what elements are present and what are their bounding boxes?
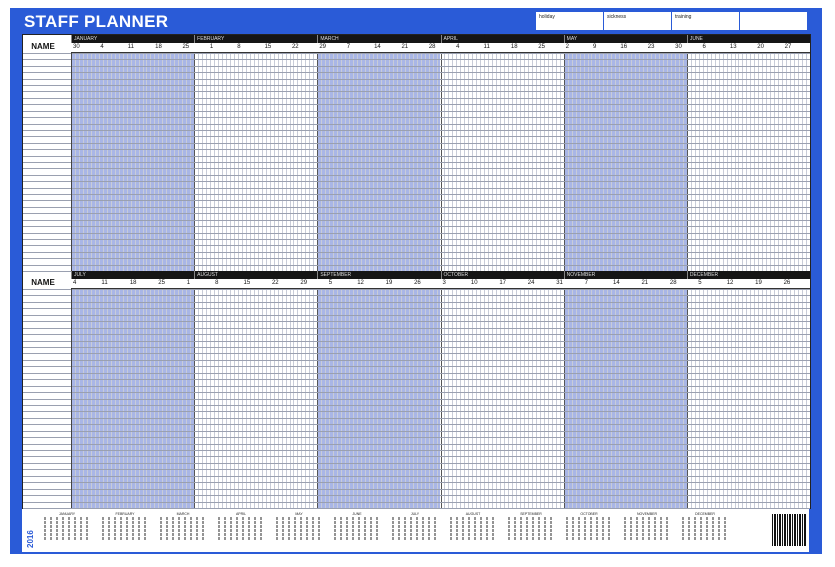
mini-calendar-row — [44, 537, 90, 540]
mini-calendar-row — [450, 537, 496, 540]
staff-row-line — [23, 233, 810, 234]
staff-row-line — [23, 220, 810, 221]
staff-row-line — [23, 405, 810, 406]
mini-calendar-row — [508, 525, 554, 528]
month-label: NOVEMBER — [564, 271, 596, 279]
mini-calendar — [680, 512, 730, 546]
week-start-date: 7 — [584, 280, 588, 286]
week-start-date: 11 — [127, 44, 134, 50]
staff-row-line — [23, 437, 810, 438]
week-start-date: 20 — [757, 44, 764, 50]
week-start-date: 23 — [647, 44, 655, 50]
staff-row-line — [23, 450, 810, 451]
mini-calendar-row — [334, 537, 380, 540]
mini-calendar-row — [566, 517, 612, 520]
staff-row-line — [23, 302, 810, 303]
mini-calendar-row — [682, 521, 728, 524]
mini-calendar-row — [508, 533, 554, 536]
mini-calendar-row — [624, 533, 670, 536]
mini-calendar — [42, 512, 92, 546]
staff-row-line — [23, 308, 810, 309]
week-start-date: 13 — [729, 44, 737, 50]
mini-calendar-row — [102, 537, 148, 540]
staff-grid — [23, 53, 810, 271]
staff-row-line — [23, 226, 810, 227]
staff-row-line — [23, 162, 810, 163]
year-text: 2016 — [26, 530, 35, 548]
mini-calendar-row — [566, 537, 612, 540]
mini-calendar-row — [682, 533, 728, 536]
week-start-date: 4 — [100, 44, 104, 50]
mini-calendar-month: MARCH — [176, 512, 190, 516]
staff-row-line — [23, 149, 810, 150]
month-label: APRIL — [441, 35, 458, 43]
week-start-date: 12 — [726, 280, 734, 286]
second-half-year — [23, 271, 810, 508]
week-start-date: 3 — [442, 280, 446, 286]
week-start-date: 2 — [565, 44, 569, 50]
mini-calendar-row — [624, 537, 670, 540]
mini-calendar-row — [450, 521, 496, 524]
mini-calendar-row — [218, 529, 264, 532]
year-label — [26, 512, 38, 550]
week-start-date: 12 — [357, 280, 364, 286]
mini-calendar-row — [682, 537, 728, 540]
mini-calendar-month: AUGUST — [465, 512, 481, 516]
mini-calendar-row — [160, 525, 206, 528]
week-start-date: 26 — [414, 280, 421, 286]
staff-row-line — [23, 373, 810, 374]
mini-calendar-row — [218, 517, 264, 520]
month-label: OCTOBER — [441, 271, 469, 279]
week-start-date: 18 — [510, 44, 518, 50]
staff-row-line — [23, 469, 810, 470]
mini-calendar-row — [682, 517, 728, 520]
legend-key-cell — [740, 12, 808, 30]
week-start-date: 14 — [613, 280, 620, 286]
week-start-date: 9 — [593, 44, 597, 50]
mini-calendar-row — [450, 517, 496, 520]
mini-calendar-row — [624, 521, 670, 524]
week-start-date: 8 — [215, 280, 219, 286]
week-start-date: 5 — [698, 280, 702, 286]
week-start-date: 22 — [291, 44, 299, 50]
name-column-header: NAME — [31, 278, 55, 287]
week-start-date: 7 — [346, 44, 351, 50]
legend-key-cell: sickness — [604, 12, 672, 30]
mini-calendar — [390, 512, 440, 546]
staff-row-line — [23, 207, 810, 208]
mini-calendar-row — [44, 529, 90, 532]
staff-row-line — [23, 353, 810, 354]
mini-calendar-row — [218, 521, 264, 524]
mini-calendar-month: JULY — [410, 512, 420, 516]
staff-row-line — [23, 321, 810, 322]
mini-calendar-row — [102, 525, 148, 528]
mini-calendar-month: FEBRUARY — [115, 512, 135, 516]
week-start-date: 24 — [527, 280, 535, 286]
week-start-date: 14 — [374, 44, 381, 50]
mini-calendar-row — [160, 521, 206, 524]
staff-row-line — [23, 66, 810, 67]
staff-row-line — [23, 444, 810, 445]
staff-row-line — [23, 188, 810, 189]
mini-calendar-row — [276, 529, 322, 532]
mini-calendar-row — [624, 529, 670, 532]
mini-calendar-row — [682, 525, 728, 528]
staff-row-line — [23, 130, 810, 131]
mini-calendar-row — [276, 525, 322, 528]
mini-calendar-row — [44, 533, 90, 536]
month-label: DECEMBER — [687, 271, 718, 279]
week-start-date: 22 — [271, 280, 279, 286]
name-column[interactable] — [23, 53, 72, 271]
mini-calendar-row — [508, 517, 554, 520]
mini-calendar-month: SEPTEMBER — [520, 512, 542, 516]
staff-row-line — [23, 495, 810, 496]
staff-row-line — [23, 143, 810, 144]
mini-calendar-month: DECEMBER — [695, 512, 715, 516]
product-info — [742, 512, 770, 546]
staff-row-line — [23, 328, 810, 329]
mini-calendar — [274, 512, 324, 546]
mini-calendar — [622, 512, 672, 546]
mini-calendar-row — [392, 525, 438, 528]
week-start-date: 6 — [702, 44, 706, 50]
staff-row-line — [23, 104, 810, 105]
mini-calendar-row — [160, 533, 206, 536]
page-title: STAFF PLANNER — [24, 12, 169, 31]
staff-row-line — [23, 252, 810, 253]
week-start-date: 25 — [182, 44, 190, 50]
staff-row-line — [23, 463, 810, 464]
week-date-bar — [71, 43, 810, 53]
week-start-date: 29 — [300, 280, 308, 286]
month-label: MARCH — [317, 35, 338, 43]
mini-calendar-month: APRIL — [235, 512, 247, 516]
staff-row-line — [23, 489, 810, 490]
staff-row-line — [23, 334, 810, 335]
week-start-date: 27 — [784, 44, 792, 50]
staff-row-line — [23, 265, 810, 266]
staff-row-line — [23, 418, 810, 419]
mini-calendar — [332, 512, 382, 546]
week-start-date: 17 — [499, 280, 507, 286]
staff-row-line — [23, 85, 810, 86]
staff-row-line — [23, 213, 810, 214]
week-start-date: 29 — [319, 44, 327, 50]
mini-calendar-row — [276, 517, 322, 520]
month-label: JUNE — [687, 35, 703, 43]
week-start-date: 28 — [428, 44, 436, 50]
mini-calendar-row — [624, 517, 670, 520]
staff-row-line — [23, 79, 810, 80]
staff-row-line — [23, 53, 810, 54]
staff-row-line — [23, 366, 810, 367]
week-start-date: 18 — [129, 280, 137, 286]
month-label: FEBRUARY — [194, 35, 224, 43]
mini-calendar-row — [392, 533, 438, 536]
mini-calendar-row — [334, 517, 380, 520]
mini-calendar-row — [508, 521, 554, 524]
mini-calendar-row — [508, 537, 554, 540]
staff-row-line — [23, 399, 810, 400]
week-start-date: 15 — [264, 44, 272, 50]
mini-calendar-row — [218, 533, 264, 536]
week-start-date: 18 — [155, 44, 162, 50]
week-start-date: 28 — [669, 280, 677, 286]
week-start-date: 5 — [328, 280, 333, 286]
mini-calendar — [100, 512, 150, 546]
staff-row-line — [23, 194, 810, 195]
week-start-date: 26 — [783, 280, 791, 286]
mini-calendar-row — [102, 533, 148, 536]
mini-calendar-row — [102, 517, 148, 520]
staff-row-line — [23, 175, 810, 176]
mini-calendar-row — [44, 525, 90, 528]
week-start-date: 21 — [401, 44, 409, 50]
staff-row-line — [23, 289, 810, 290]
week-start-date: 30 — [675, 44, 682, 50]
mini-calendar — [448, 512, 498, 546]
month-label: MAY — [564, 35, 577, 43]
planner-sheet — [22, 34, 811, 509]
staff-row-line — [23, 59, 810, 60]
week-start-date: 30 — [73, 44, 80, 50]
first-half-year — [23, 35, 810, 271]
staff-row-line — [23, 181, 810, 182]
mini-calendar-month: MAY — [295, 512, 303, 516]
legend-key-cell: holiday — [536, 12, 604, 30]
month-label: JULY — [71, 271, 86, 279]
month-label: JANUARY — [71, 35, 97, 43]
mini-calendar — [158, 512, 208, 546]
week-start-date: 25 — [158, 280, 165, 286]
week-start-date: 25 — [538, 44, 545, 50]
week-date-bar — [71, 279, 810, 289]
week-start-date: 8 — [237, 44, 241, 50]
mini-calendar-row — [102, 529, 148, 532]
staff-grid — [23, 289, 810, 508]
week-start-date: 19 — [755, 280, 762, 286]
barcode — [772, 514, 806, 546]
week-start-date: 11 — [101, 280, 108, 286]
staff-row-line — [23, 456, 810, 457]
mini-calendar-row — [276, 533, 322, 536]
mini-calendar-row — [508, 529, 554, 532]
mini-calendar-row — [392, 537, 438, 540]
staff-row-line — [23, 156, 810, 157]
mini-calendar-row — [450, 529, 496, 532]
mini-calendar-month: JANUARY — [58, 512, 76, 516]
staff-row-line — [23, 239, 810, 240]
mini-calendar-month: OCTOBER — [580, 512, 598, 516]
mini-calendar-row — [450, 525, 496, 528]
mini-calendar-row — [160, 517, 206, 520]
week-start-date: 31 — [556, 280, 563, 286]
week-start-date: 19 — [385, 280, 393, 286]
staff-row-line — [23, 168, 810, 169]
mini-calendar-row — [276, 537, 322, 540]
mini-calendar-row — [566, 521, 612, 524]
month-label: SEPTEMBER — [317, 271, 351, 279]
mini-calendar-row — [160, 537, 206, 540]
week-start-date: 10 — [470, 280, 478, 286]
mini-calendar-row — [160, 529, 206, 532]
mini-calendar-row — [392, 517, 438, 520]
staff-row-line — [23, 347, 810, 348]
week-start-date: 16 — [620, 44, 628, 50]
staff-row-line — [23, 379, 810, 380]
legend-key-cell: training — [672, 12, 740, 30]
mini-calendar-month: JUNE — [352, 512, 362, 516]
mini-calendar-row — [682, 529, 728, 532]
mini-calendar-row — [450, 533, 496, 536]
mini-calendar-row — [566, 529, 612, 532]
mini-calendar-row — [218, 537, 264, 540]
staff-row-line — [23, 200, 810, 201]
mini-calendar — [216, 512, 266, 546]
staff-row-line — [23, 124, 810, 125]
month-header-bar — [71, 35, 810, 43]
mini-calendar-row — [334, 525, 380, 528]
mini-calendar-row — [566, 533, 612, 536]
week-start-date: 1 — [209, 44, 214, 50]
mini-calendar-row — [334, 521, 380, 524]
mini-calendar-row — [392, 521, 438, 524]
staff-row-line — [23, 315, 810, 316]
staff-row-line — [23, 136, 810, 137]
mini-calendar-row — [276, 521, 322, 524]
mini-calendar-month: NOVEMBER — [636, 512, 658, 516]
week-start-date: 11 — [483, 44, 490, 50]
mini-calendar-row — [334, 533, 380, 536]
staff-row-line — [23, 341, 810, 342]
staff-row-line — [23, 502, 810, 503]
staff-row-line — [23, 295, 810, 296]
staff-row-line — [23, 91, 810, 92]
mini-calendar — [506, 512, 556, 546]
mini-calendar — [564, 512, 614, 546]
name-column-header: NAME — [31, 42, 55, 51]
mini-calendar-row — [44, 521, 90, 524]
staff-row-line — [23, 258, 810, 259]
mini-calendar-row — [218, 525, 264, 528]
week-start-date: 4 — [456, 44, 460, 50]
mini-calendar-row — [566, 525, 612, 528]
week-start-date: 21 — [641, 280, 649, 286]
name-column[interactable] — [23, 289, 72, 508]
staff-row-line — [23, 98, 810, 99]
staff-row-line — [23, 72, 810, 73]
staff-row-line — [23, 476, 810, 477]
week-start-date: 15 — [243, 280, 251, 286]
staff-row-line — [23, 411, 810, 412]
staff-row-line — [23, 117, 810, 118]
mini-calendar-row — [392, 529, 438, 532]
staff-row-line — [23, 245, 810, 246]
staff-row-line — [23, 111, 810, 112]
mini-calendar-row — [44, 517, 90, 520]
month-header-bar — [71, 271, 810, 279]
mini-calendar-row — [334, 529, 380, 532]
staff-row-line — [23, 431, 810, 432]
mini-calendar-row — [624, 525, 670, 528]
week-start-date: 4 — [73, 280, 77, 286]
month-label: AUGUST — [194, 271, 218, 279]
staff-row-line — [23, 386, 810, 387]
staff-row-line — [23, 424, 810, 425]
staff-row-line — [23, 482, 810, 483]
staff-row-line — [23, 360, 810, 361]
mini-calendar-row — [102, 521, 148, 524]
legend-key — [536, 12, 808, 30]
week-start-date: 1 — [186, 280, 191, 286]
staff-row-line — [23, 392, 810, 393]
